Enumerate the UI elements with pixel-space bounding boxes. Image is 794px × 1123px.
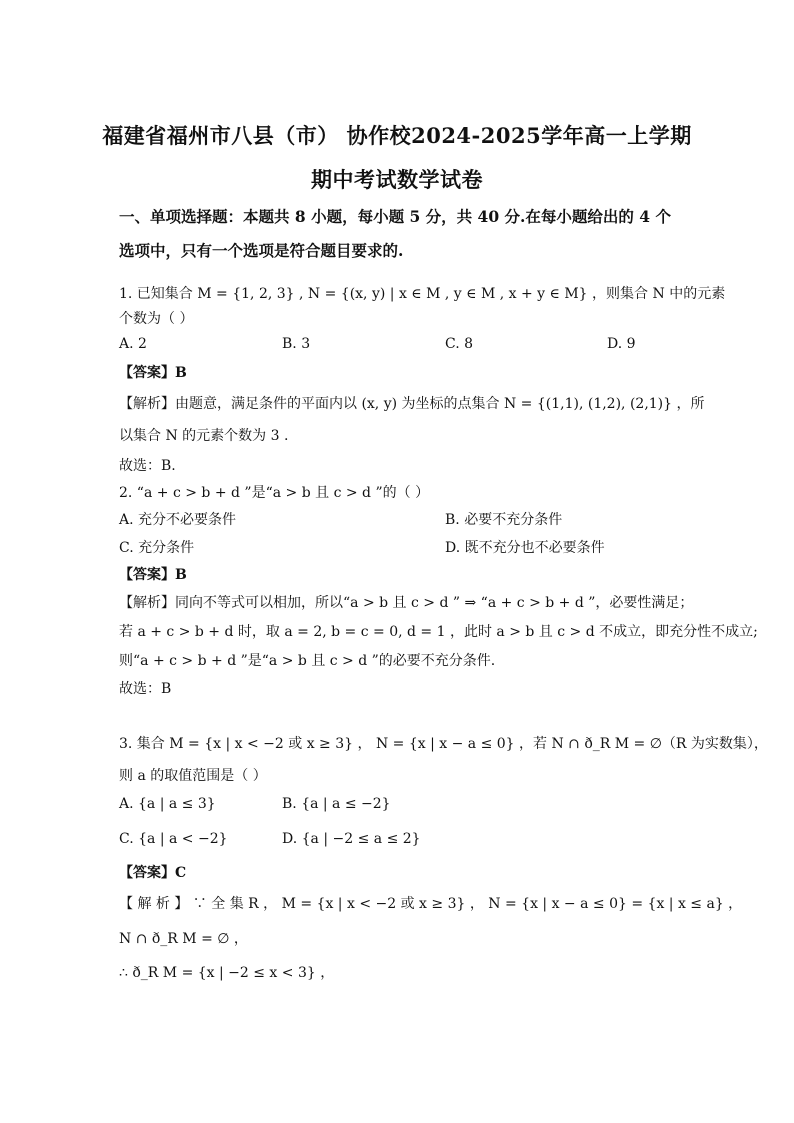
- q1-option-c: C. 8: [445, 336, 474, 352]
- q2-option-b: B. 必要不充分条件: [445, 512, 563, 528]
- q3-explanation-b: N ∩ ð_R M = ∅ ，: [119, 931, 248, 947]
- q1-option-d: D. 9: [607, 336, 636, 352]
- q3-explanation-c: ∴ ð_R M = {x | −2 ≤ x < 3} ，: [119, 965, 335, 981]
- q3-option-c: C. {a | a < −2}: [119, 831, 228, 847]
- q2-explanation-b: 若 a + c > b + d 时，取 a = 2, b = c = 0, d = 1 ，此时 a > b 且 c > d 不成立，即充分性不成立;: [119, 624, 758, 640]
- q1-conclusion: 故选：B.: [119, 458, 176, 474]
- q1-option-b: B. 3: [282, 336, 311, 352]
- q3-option-d: D. {a | −2 ≤ a ≤ 2}: [282, 831, 421, 847]
- q3-option-b: B. {a | a ≤ −2}: [282, 796, 391, 812]
- q1-explanation-a: 【解析】由题意，满足条件的平面内以 (x, y) 为坐标的点集合 N = {(1,1), (1,2), (2,1)} ，所: [119, 396, 705, 412]
- q3-option-a: A. {a | a ≤ 3}: [119, 796, 216, 812]
- q3-explanation-a: 【 解 析 】 ∵ 全 集 R ， M = {x | x < −2 或 x ≥ 3} ， N = {x | x − a ≤ 0} = {x | x ≤ a} ，: [119, 896, 743, 912]
- q1-stem-a: 1. 已知集合 M = {1, 2, 3} , N = {(x, y) | x ∈ M , y ∈ M , x + y ∈ M} ，则集合 N 中的元素: [119, 286, 726, 302]
- q2-option-c: C. 充分条件: [119, 540, 195, 556]
- q2-explanation-c: 则“a + c > b + d ”是“a > b 且 c > d ”的必要不充分条件.: [119, 653, 496, 669]
- q2-explanation-a: 【解析】同向不等式可以相加，所以“a > b 且 c > d ” ⇒ “a + c > b + d ”，必要性满足；: [119, 595, 694, 611]
- q1-stem-b: 个数为（ ）: [119, 311, 194, 327]
- title-line-2: 期中考试数学试卷: [311, 167, 483, 192]
- section-heading: 一、单项选择题：本题共 8 小题，每小题 5 分，共 40 分.在每小题给出的 4 个选项中，只有一个选项是符合题目要求的.: [119, 207, 671, 260]
- q3-stem-b: 则 a 的取值范围是（ ）: [119, 768, 267, 784]
- q1-answer: 【答案】B: [119, 365, 187, 381]
- q3-stem-a: 3. 集合 M = {x | x < −2 或 x ≥ 3} ， N = {x | x − a ≤ 0} ，若 N ∩ ð_R M = ∅（R 为实数集），: [119, 736, 768, 752]
- q2-conclusion: 故选：B: [119, 681, 172, 697]
- q2-option-d: D. 既不充分也不必要条件: [445, 540, 605, 556]
- q2-answer: 【答案】B: [119, 567, 187, 583]
- q1-explanation-b: 以集合 N 的元素个数为 3 .: [119, 428, 289, 444]
- title-line-1: 福建省福州市八县（市） 协作校2024-2025学年高一上学期: [102, 123, 692, 148]
- q3-answer: 【答案】C: [119, 865, 187, 881]
- q2-option-a: A. 充分不必要条件: [119, 512, 237, 528]
- q2-stem: 2. “a + c > b + d ”是“a > b 且 c > d ”的（ ）: [119, 485, 430, 501]
- q1-option-a: A. 2: [119, 336, 147, 352]
